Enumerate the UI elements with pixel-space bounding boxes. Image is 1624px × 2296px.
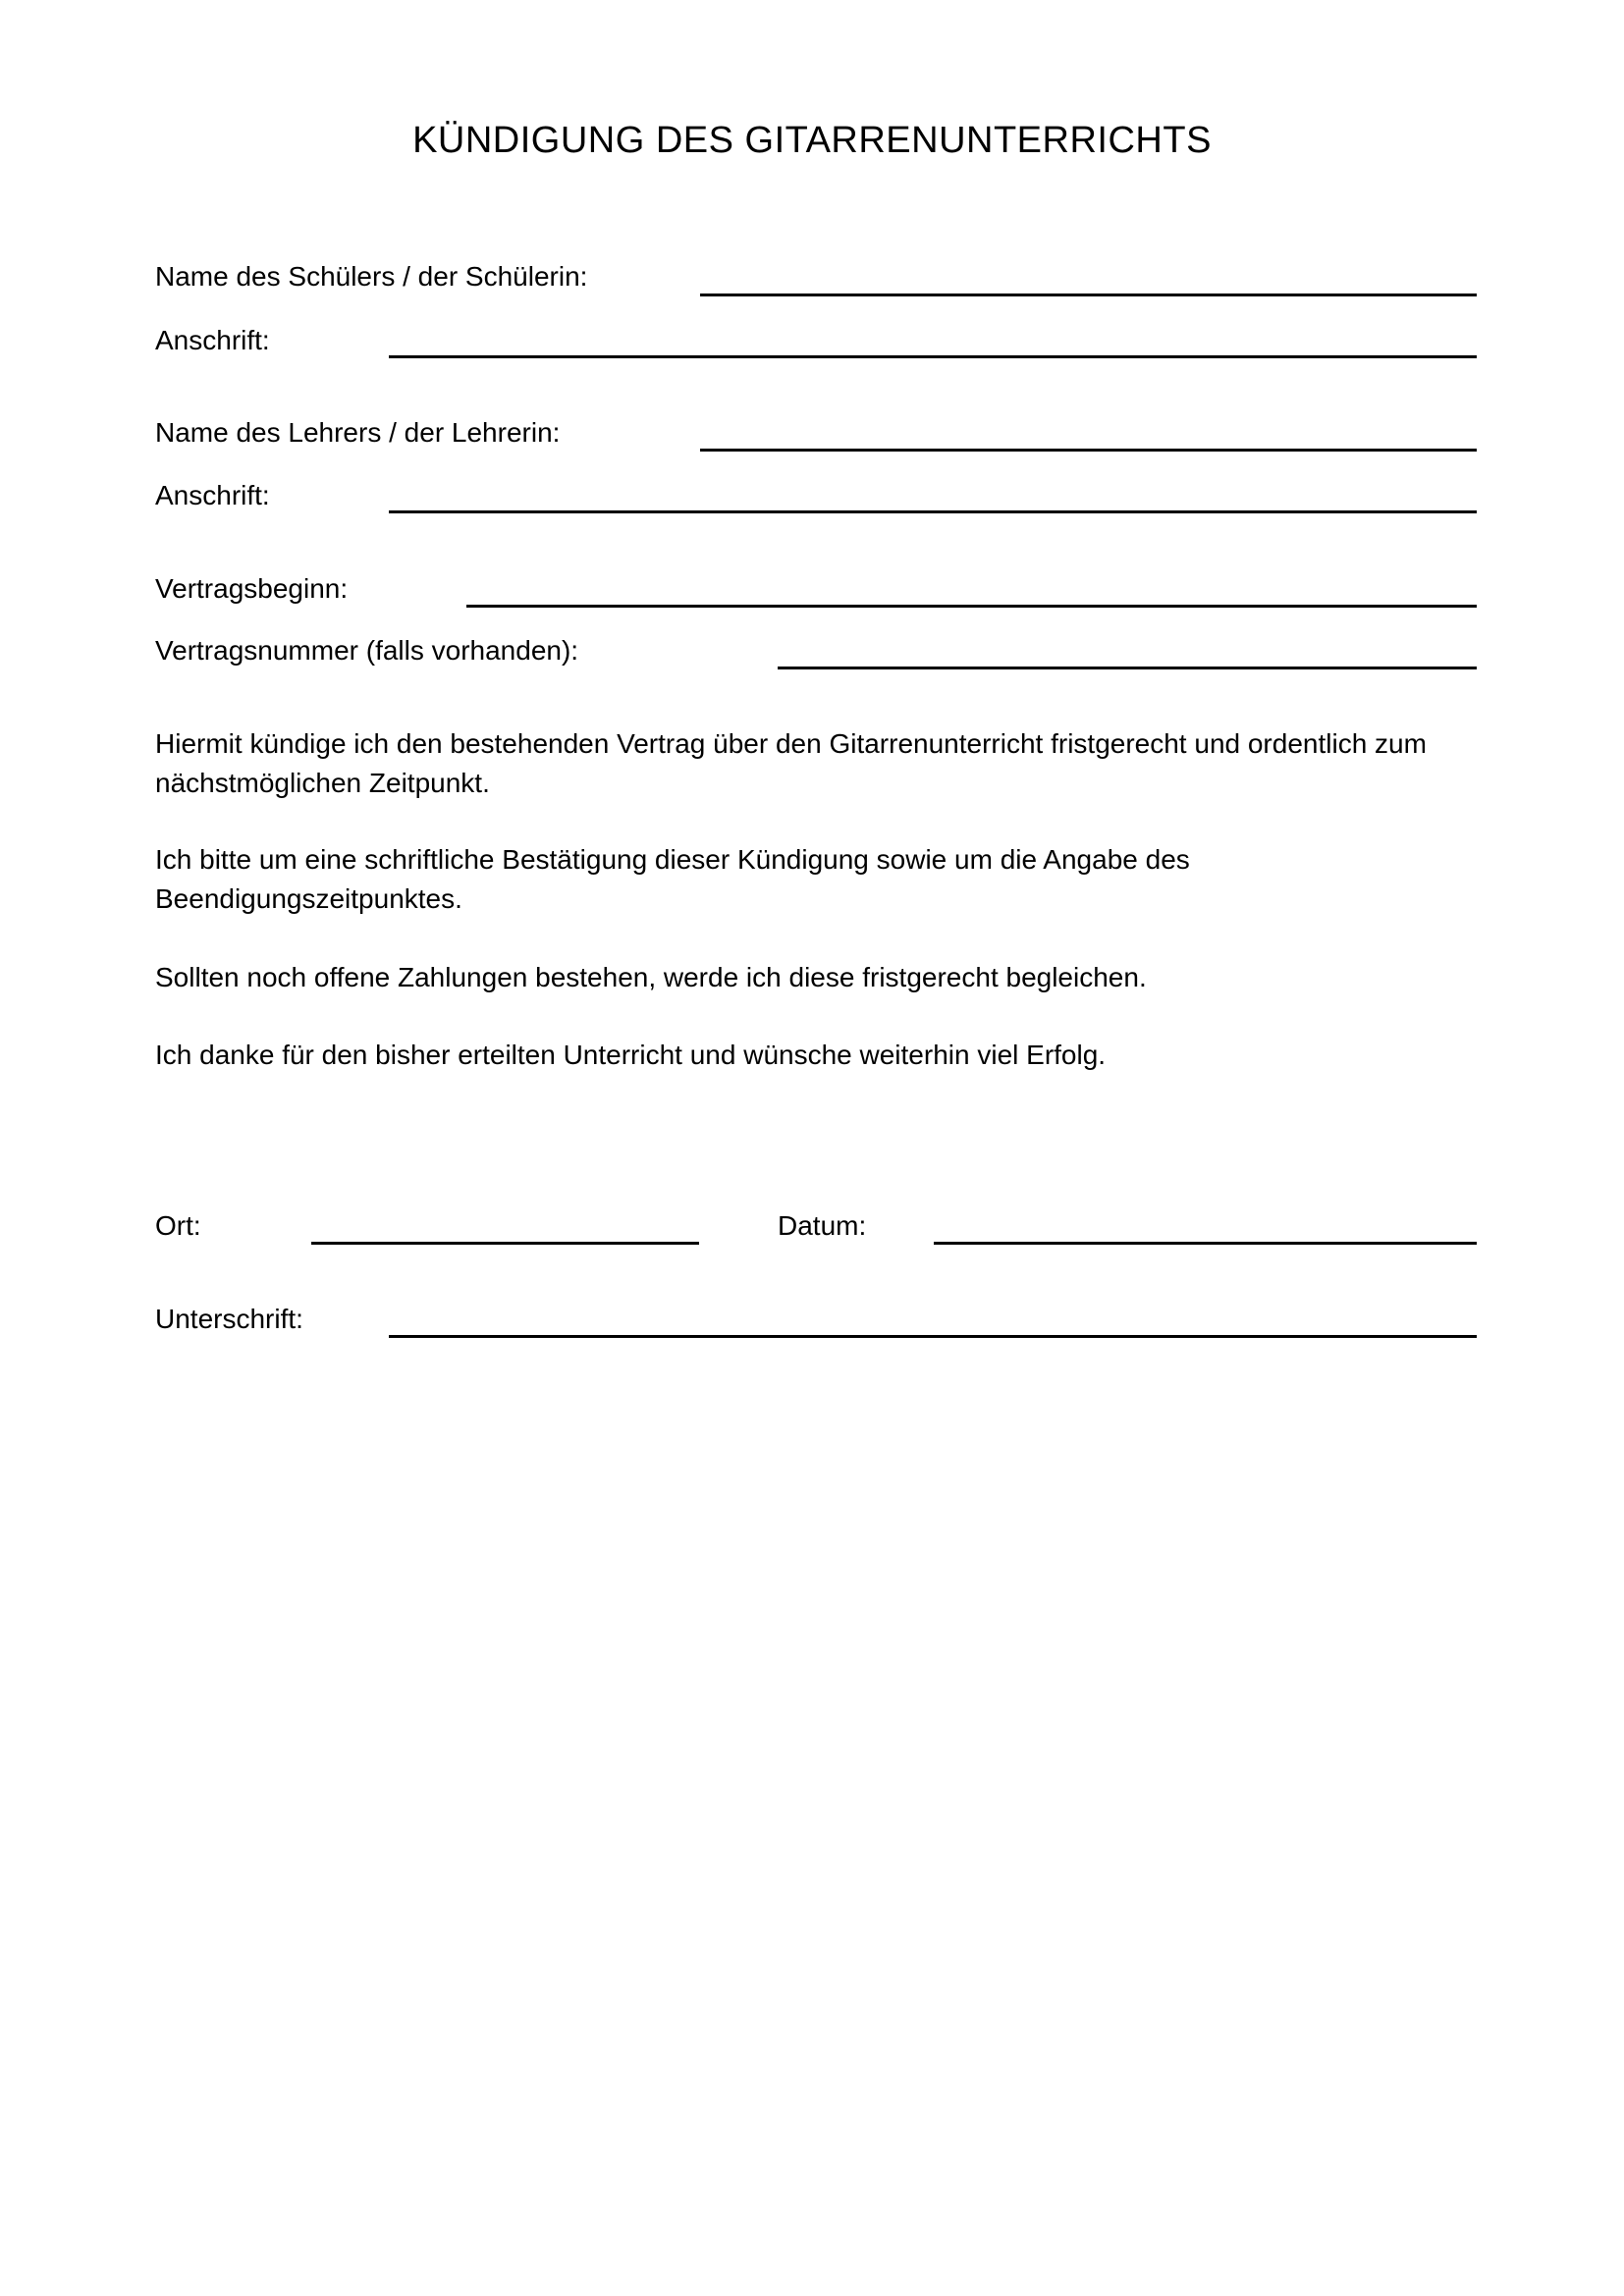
place-label: Ort: <box>155 1210 201 1241</box>
body-paragraph-confirmation: Ich bitte um eine schriftliche Bestätigung dieser Kündigung sowie um die Angabe des Beendigungszeitpunktes. <box>155 844 1190 914</box>
student-address-label: Anschrift: <box>155 325 270 355</box>
teacher-name-label: Name des Lehrers / der Lehrerin: <box>155 417 561 448</box>
date-line[interactable] <box>934 1242 1477 1245</box>
contract-start-label: Vertragsbeginn: <box>155 573 349 604</box>
body-paragraph-thanks: Ich danke für den bisher erteilten Unterricht und wünsche weiterhin viel Erfolg. <box>155 1040 1107 1070</box>
body-paragraph-termination: Hiermit kündige ich den bestehenden Vertrag über den Gitarrenunterricht fristgerecht und ordentlich zum nächstmöglichen Zeitpunkt. <box>155 728 1427 798</box>
student-address-line[interactable] <box>389 355 1477 358</box>
teacher-address-label: Anschrift: <box>155 480 270 510</box>
teacher-name-line[interactable] <box>700 449 1477 452</box>
document-title: KÜNDIGUNG DES GITARRENUNTERRICHTS <box>412 120 1212 161</box>
student-name-label: Name des Schülers / der Schülerin: <box>155 261 588 292</box>
signature-line[interactable] <box>389 1335 1477 1338</box>
contract-number-line[interactable] <box>778 667 1477 669</box>
body-paragraph-payments: Sollten noch offene Zahlungen bestehen, werde ich diese fristgerecht begleichen. <box>155 962 1147 992</box>
contract-number-label: Vertragsnummer (falls vorhanden): <box>155 635 579 666</box>
teacher-address-line[interactable] <box>389 510 1477 513</box>
signature-label: Unterschrift: <box>155 1304 303 1334</box>
place-line[interactable] <box>311 1242 699 1245</box>
student-name-line[interactable] <box>700 294 1477 296</box>
contract-start-line[interactable] <box>466 605 1477 608</box>
date-label: Datum: <box>778 1210 867 1241</box>
